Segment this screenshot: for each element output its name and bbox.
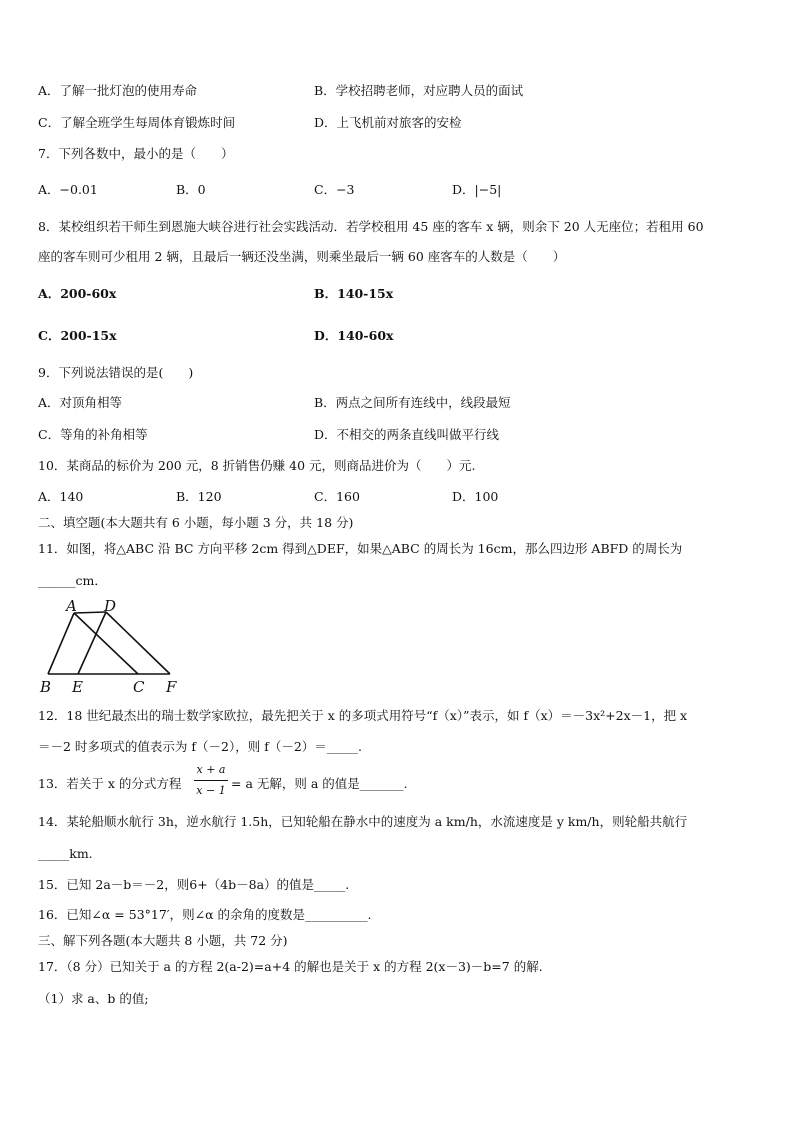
q12-line-1: 12．18 世纪最杰出的瑞士数学家欧拉，最先把关于 x 的多项式用符号“f（x）”表示，如 f（x）＝－3x²+2x－1，把 x <box>38 708 688 723</box>
q12-line-2: ＝－2 时多项式的值表示为 f（－2），则 f（－2）＝_____. <box>38 739 363 754</box>
q10-option-c: C．160 <box>314 489 360 504</box>
q11-translation-figure <box>36 596 186 696</box>
q7-option-d: D．|−5| <box>452 182 502 197</box>
q7-option-b: B．0 <box>176 182 206 197</box>
q9-stem: 9．下列说法错误的是( ) <box>38 365 194 380</box>
q8-option-a: A．200-60x <box>38 286 117 301</box>
q13-before: 13．若关于 x 的分式方程 <box>38 776 182 791</box>
label-f: F <box>166 678 177 696</box>
q14-line-2: _____km. <box>38 846 93 861</box>
q15: 15．已知 2a－b＝－2，则6+（4b－8a）的值是_____. <box>38 877 350 892</box>
q8-option-b: B．140-15x <box>314 286 394 301</box>
q7-stem: 7．下列各数中，最小的是（ ） <box>38 146 234 161</box>
section-3-heading: 三、解下列各题(本大题共 8 小题，共 72 分) <box>38 933 288 948</box>
q17-line-2: （1）求 a、b 的值; <box>38 991 149 1006</box>
section-2-heading: 二、填空题(本大题共有 6 小题，每小题 3 分，共 18 分) <box>38 515 354 530</box>
q7-option-a: A．−0.01 <box>38 182 98 197</box>
q11-line-2: ______cm． <box>38 573 107 588</box>
label-c: C <box>133 678 145 696</box>
q6-option-b: B．学校招聘老师，对应聘人员的面试 <box>314 83 524 98</box>
q6-option-d: D．上飞机前对旅客的安检 <box>314 115 462 130</box>
q9-option-b: B．两点之间所有连线中，线段最短 <box>314 395 511 410</box>
q6-option-c: C．了解全班学生每周体育锻炼时间 <box>38 115 236 130</box>
q11-line-1: 11．如图，将△ABC 沿 BC 方向平移 2cm 得到△DEF，如果△ABC 的周长为 16cm，那么四边形 ABFD 的周长为 <box>38 541 683 556</box>
q9-option-c: C．等角的补角相等 <box>38 427 148 442</box>
q9-option-a: A．对顶角相等 <box>38 395 123 410</box>
q8-line-1: 8．某校组织若干师生到恩施大峡谷进行社会实践活动．若学校租用 45 座的客车 x 辆，则余下 20 人无座位；若租用 60 <box>38 219 704 234</box>
q6-option-a: A．了解一批灯泡的使用寿命 <box>38 83 198 98</box>
q10-stem: 10．某商品的标价为 200 元，8 折销售仍赚 40 元，则商品进价为（ ）元. <box>38 458 476 473</box>
q8-line-2: 座的客车则可少租用 2 辆，且最后一辆还没坐满，则乘坐最后一辆 60 座客车的人数是（ ） <box>38 249 566 264</box>
segment-ab <box>48 613 74 674</box>
q7-option-c: C．−3 <box>314 182 355 197</box>
q13-denominator: x − 1 <box>196 784 226 797</box>
q13-numerator: x + a <box>196 763 226 776</box>
q8-option-d: D．140-60x <box>314 328 394 343</box>
q13-after: = a 无解，则 a 的值是_______. <box>231 776 408 791</box>
q17-line-1: 17．（8 分）已知关于 a 的方程 2(a-2)=a+4 的解也是关于 x 的方程 2(x－3)－b=7 的解. <box>38 959 543 974</box>
q8-option-c: C．200-15x <box>38 328 117 343</box>
q16: 16．已知∠α = 53°17′，则∠α 的余角的度数是__________. <box>38 907 372 922</box>
q10-option-a: A．140 <box>38 489 84 504</box>
label-b: B <box>40 678 52 696</box>
q10-option-d: D．100 <box>452 489 499 504</box>
label-a: A <box>66 597 77 615</box>
q13-fraction-bar <box>194 780 228 781</box>
segment-ad <box>74 612 106 613</box>
segment-df <box>106 612 170 674</box>
q9-option-d: D．不相交的两条直线叫做平行线 <box>314 427 500 442</box>
label-d: D <box>104 597 117 615</box>
q10-option-b: B．120 <box>176 489 222 504</box>
q14-line-1: 14．某轮船顺水航行 3h，逆水航行 1.5h，已知轮船在静水中的速度为 a km/h，水流速度是 y km/h，则轮船共航行 <box>38 814 688 829</box>
label-e: E <box>72 678 83 696</box>
segment-ac <box>74 613 138 674</box>
